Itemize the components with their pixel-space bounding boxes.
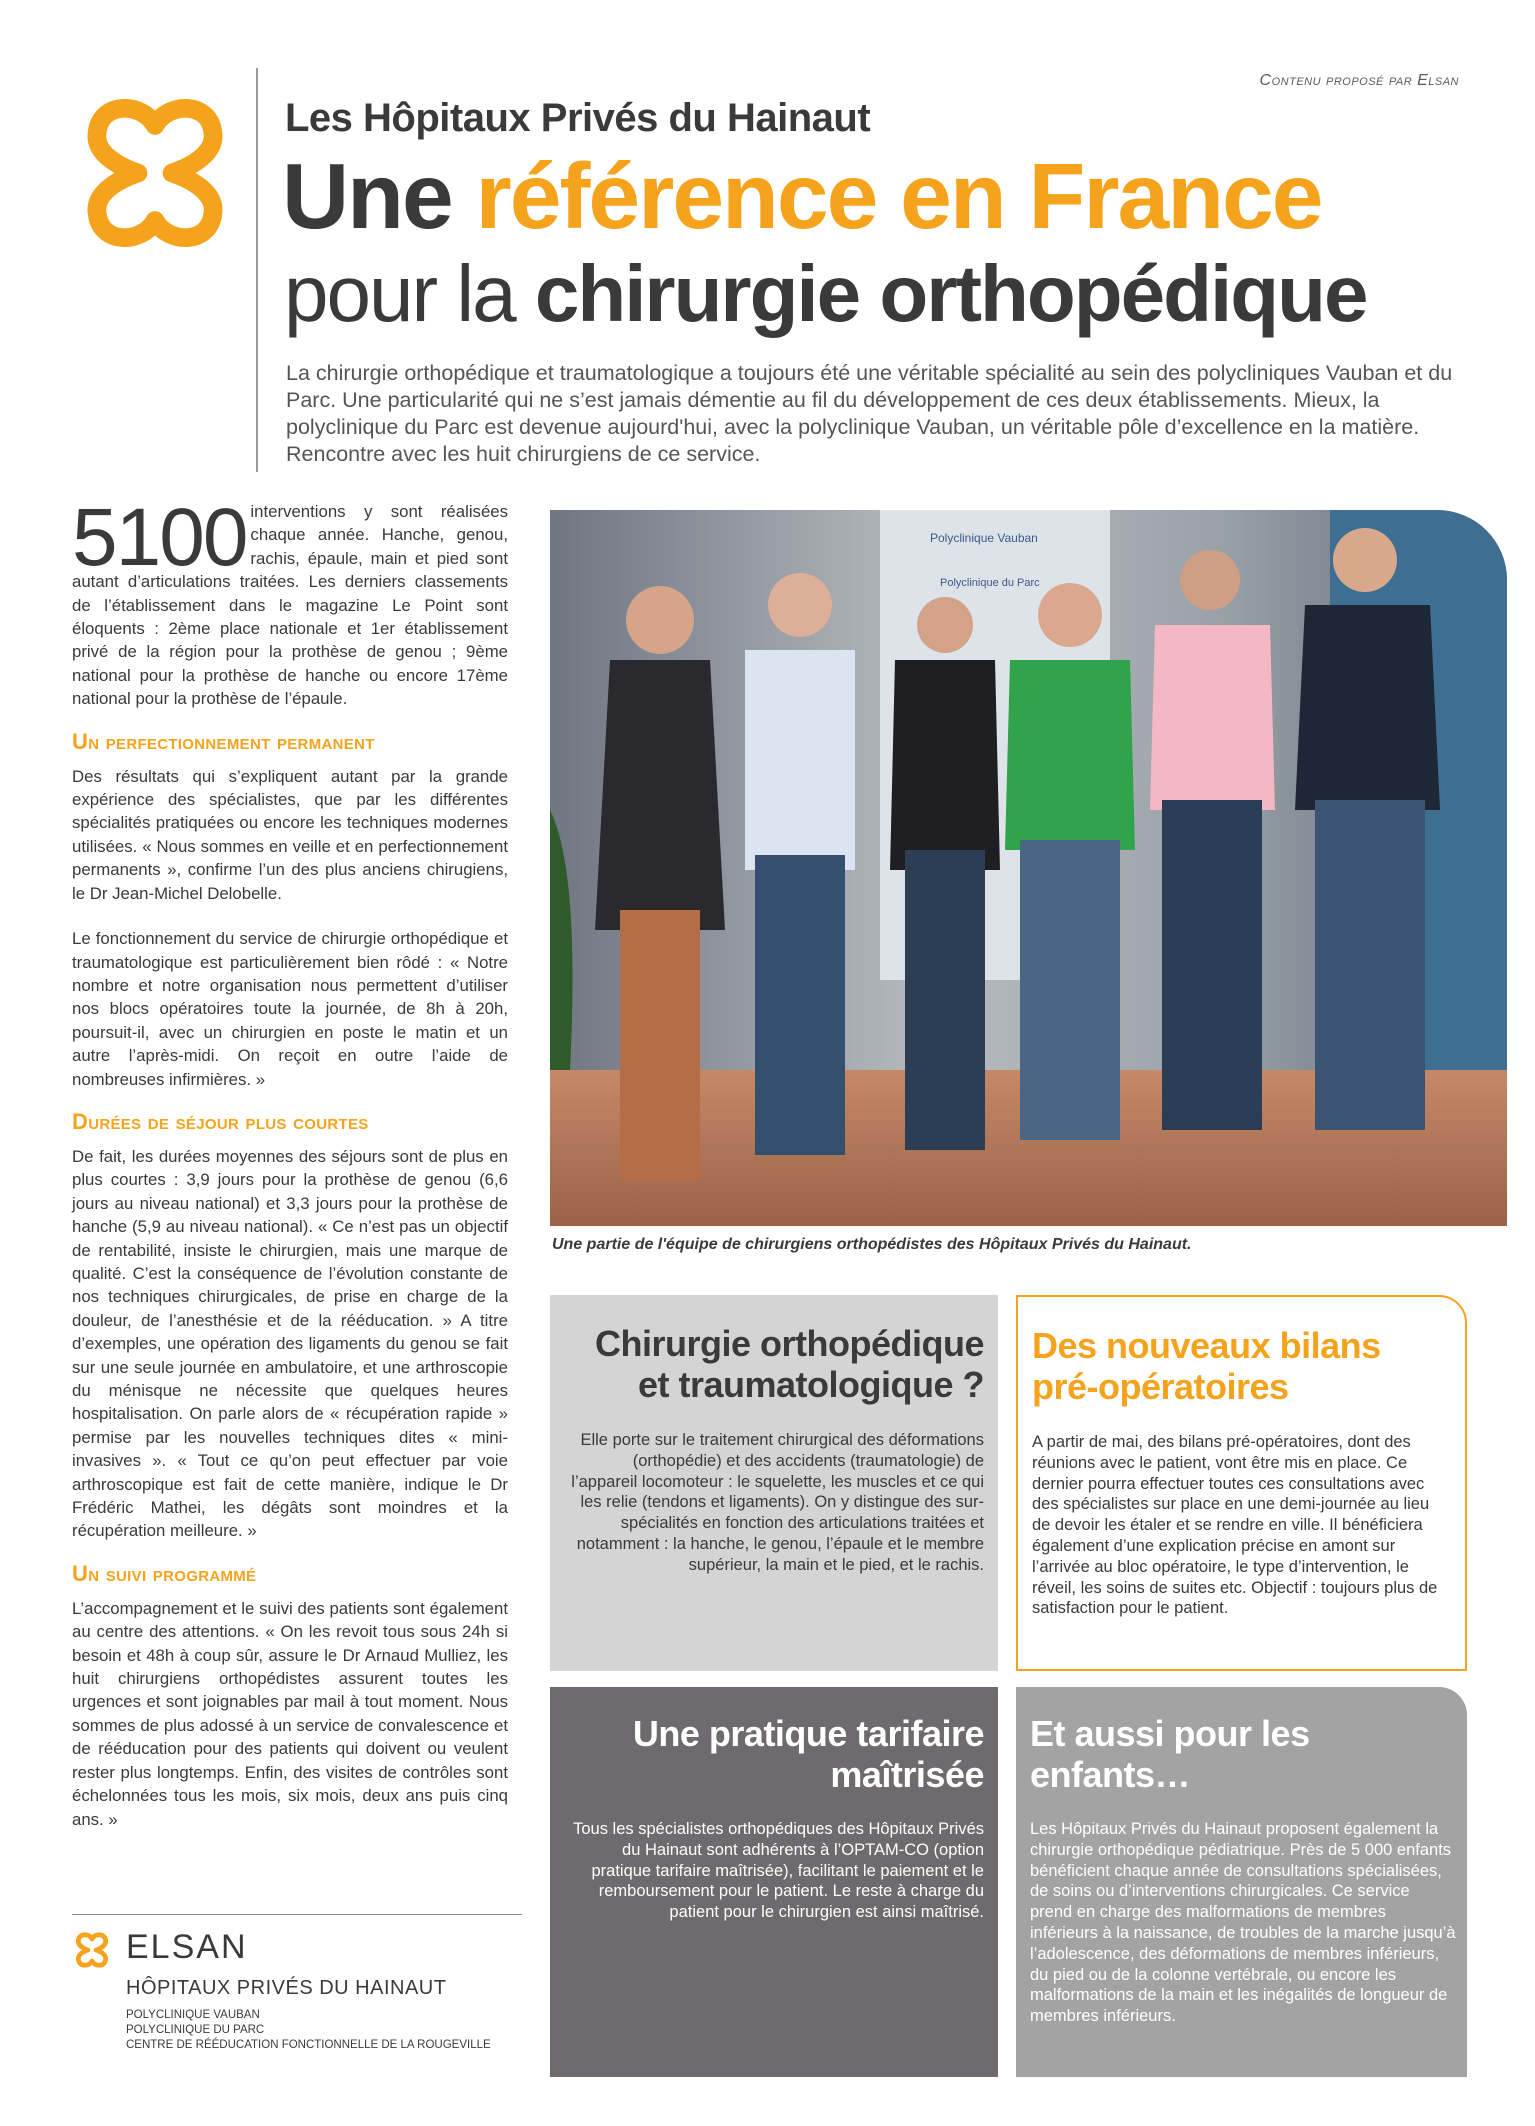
box4-title: Et aussi pour les enfants… <box>1030 1713 1310 1795</box>
footer-group-name: HÔPITAUX PRIVÉS DU HAINAUT <box>126 1977 447 1999</box>
photo-caption: Une partie de l'équipe de chirurgiens orthopédistes des Hôpitaux Privés du Hainaut. <box>552 1236 1192 1253</box>
footer-sites <box>126 2008 491 2053</box>
sponsor-note: Contenu proposé par Elsan <box>1259 72 1459 89</box>
section-title-2: Durées de séjour plus courtes <box>72 1108 369 1134</box>
box3-title: Une pratique tarifaire maîtrisée <box>632 1713 984 1795</box>
footer-divider <box>72 1914 522 1915</box>
box2-text: A partir de mai, des bilans pré-opératoires, dont des réunions avec le patient, vont être mis en place. Ce dernier pourra effectuer toutes ces consultations avec des spécialistes sur place en une demi-journée au lieu de devoir les étaler et se rendre en ville. Il bénéficiera également d’une explication précise en amont sur l’arrivée au bloc opératoire, le type d’intervention, le réveil, les soins de suites etc. Objectif : toujours plus de satisfaction pour le patient. <box>1032 1433 1438 1618</box>
box4-text: Les Hôpitaux Privés du Hainaut proposent également la chirurgie orthopédique pédiatrique. Près de 5 000 enfants bénéficient chaque année de consultations spécialisées, de soins ou d’interventions chirurgicales. Ce service prend en charge des malformations de membres inférieurs à la naissance, de troubles de la marche jusqu’à l’adolescence, des déformations de membres inférieurs, du pied ou de la colonne vertébrale, ou encore les malformations de la main et les inégalités de longueur de membres inférieurs. <box>1030 1820 1456 2026</box>
section1-paragraph1: Des résultats qui s’expliquent autant par la grande expérience des spécialistes, que par les différentes spécialités pratiquées ou encore les techniques modernes utilisées. « Nous sommes en veille et en perfectionnement permanents », confirme l’un des plus anciens chirugiens, le Dr Jean-Michel Delobelle. <box>72 766 508 903</box>
article-kicker: Les Hôpitaux Privés du Hainaut <box>285 96 871 140</box>
article-body <box>72 492 508 1831</box>
section1-paragraph2: Le fonctionnement du service de chirurgie orthopédique et traumatologique est particulièrement bien rôdé : « Notre nombre et notre organisation nous permettent d’utiliser nos blocs opératoires toute la journée, de 8h à 20h, poursuit-il, avec un chirurgien en poste le matin et un autre l’après-midi. On reçoit en outre l’aide de nombreuses infirmières. » <box>72 929 508 1089</box>
info-box-children <box>1016 1687 1467 2077</box>
lead-paragraph: 5100 interventions y sont réalisées chaque année. Hanche, genou, rachis, épaule, main et pied sont autant d’articulations traitées. Les derniers classements de l’établissement dans le magazine Le Point sont éloquents : 2ème place nationale et 1er établissement privé de la région pour la prothèse de genou ; 9ème national pour la prothèse de hanche ou encore 17ème national pour la prothèse de l’épaule. <box>72 492 508 709</box>
footer-site-2: POLYCLINIQUE DU PARC <box>126 2024 265 2036</box>
photo-banner-text: Polyclinique Vauban <box>930 531 1038 545</box>
footer-brand: ELSAN <box>126 1928 248 1966</box>
section2-paragraph: De fait, les durées moyennes des séjours sont de plus en plus courtes : 3,9 jours pour la prothèse de genou (6,6 jours au niveau national) et 3,3 jours pour la prothèse de hanche (5,9 au niveau national). « Ce n’est pas un objectif de rentabilité, insiste le chirurgien, mais une marque de qualité. C’est la conséquence de l’évolution constante de nos techniques chirurgicales, de prise en charge de la douleur, de l’anesthésie et de la rééducation. » A titre d’exemples, une opération des ligaments du genou se fait sur une seule journée en ambulatoire, et une arthroscopie du ménisque ne nécessite que quelques heures hospitalisation. On parle alors de « récupération rapide » permise par les nouvelles techniques dites « mini-invasives ». « Tout ce qu’on peut effectuer par voie arthroscopique est fait de cette manière, indique le Dr Frédéric Mathei, les dégâts sont moindres et la récupération meilleure. » <box>72 1146 508 1541</box>
box1-title: Chirurgie orthopédique et traumatologique ? <box>595 1323 984 1405</box>
article-title-line2: pour la chirurgie orthopédique <box>284 249 1367 338</box>
info-box-definition <box>550 1295 998 1671</box>
team-photo <box>550 510 1507 1226</box>
section3-paragraph: L’accompagnement et le suivi des patients sont également au centre des attentions. « On les revoit tous sous 24h si besoin et 48h à coup sûr, assure le Dr Arnaud Mulliez, les huit chirurgiens orthopédistes assurent toutes les urgences et sont joignables par mail à tout moment. Nous sommes de plus adossé à un service de convalescence et de rééducation pour des patients qui doivent ou veulent rester plus longtemps. Enfin, des visites de contrôles sont échelonnées tous les mois, six mois, deux ans puis cinq ans. » <box>72 1598 508 1829</box>
header-divider <box>256 68 258 472</box>
photo-banner-text-2: Polyclinique du Parc <box>940 577 1040 589</box>
box2-title: Des nouveaux bilans pré-opératoires <box>1032 1325 1381 1407</box>
big-number: 5100 <box>72 492 247 583</box>
section-title-3: Un suivi programmé <box>72 1560 257 1586</box>
footer-site-1: POLYCLINIQUE VAUBAN <box>126 2009 260 2021</box>
elsan-small-logo-icon <box>72 1930 112 1970</box>
article-intro: La chirurgie orthopédique et traumatologique a toujours été une véritable spécialité au sein des polycliniques Vauban et du Parc. Une particularité qui ne s’est jamais démentie au fil du développement de ces deux établissements. Mieux, la polyclinique du Parc est devenue aujourd'hui, avec la polyclinique Vauban, un véritable pôle d’excellence en la matière. Rencontre avec les huit chirurgiens de ce service. <box>286 361 1453 466</box>
box1-text: Elle porte sur le traitement chirurgical des déformations (orthopédie) et des accidents (traumatologie) de l’appareil locomoteur : le squelette, les muscles et ce qui les relie (tendons et ligaments). On y distingue des sur-spécialités en fonction des articulations traitées et notamment : la hanche, le genou, l’épaule et le membre supérieur, la main et le pied, et le rachis. <box>571 1431 984 1574</box>
info-box-preop <box>1016 1295 1467 1671</box>
box3-text: Tous les spécialistes orthopédiques des Hôpitaux Privés du Hainaut sont adhérents à l’OPTAM-CO (option pratique tarifaire maîtrisée), facilitant le paiement et le remboursement pour le patient. Le reste à charge du patient pour le chirurgien est ainsi maîtrisé. <box>573 1820 984 1922</box>
elsan-logo-icon <box>70 88 240 258</box>
section-title-1: Un perfectionnement permanent <box>72 728 375 754</box>
footer-site-3: CENTRE DE RÉÉDUCATION FONCTIONNELLE DE LA ROUGEVILLE <box>126 2039 491 2051</box>
article-title-line1: Une référence en France <box>282 144 1322 248</box>
info-box-pricing <box>550 1687 998 2077</box>
